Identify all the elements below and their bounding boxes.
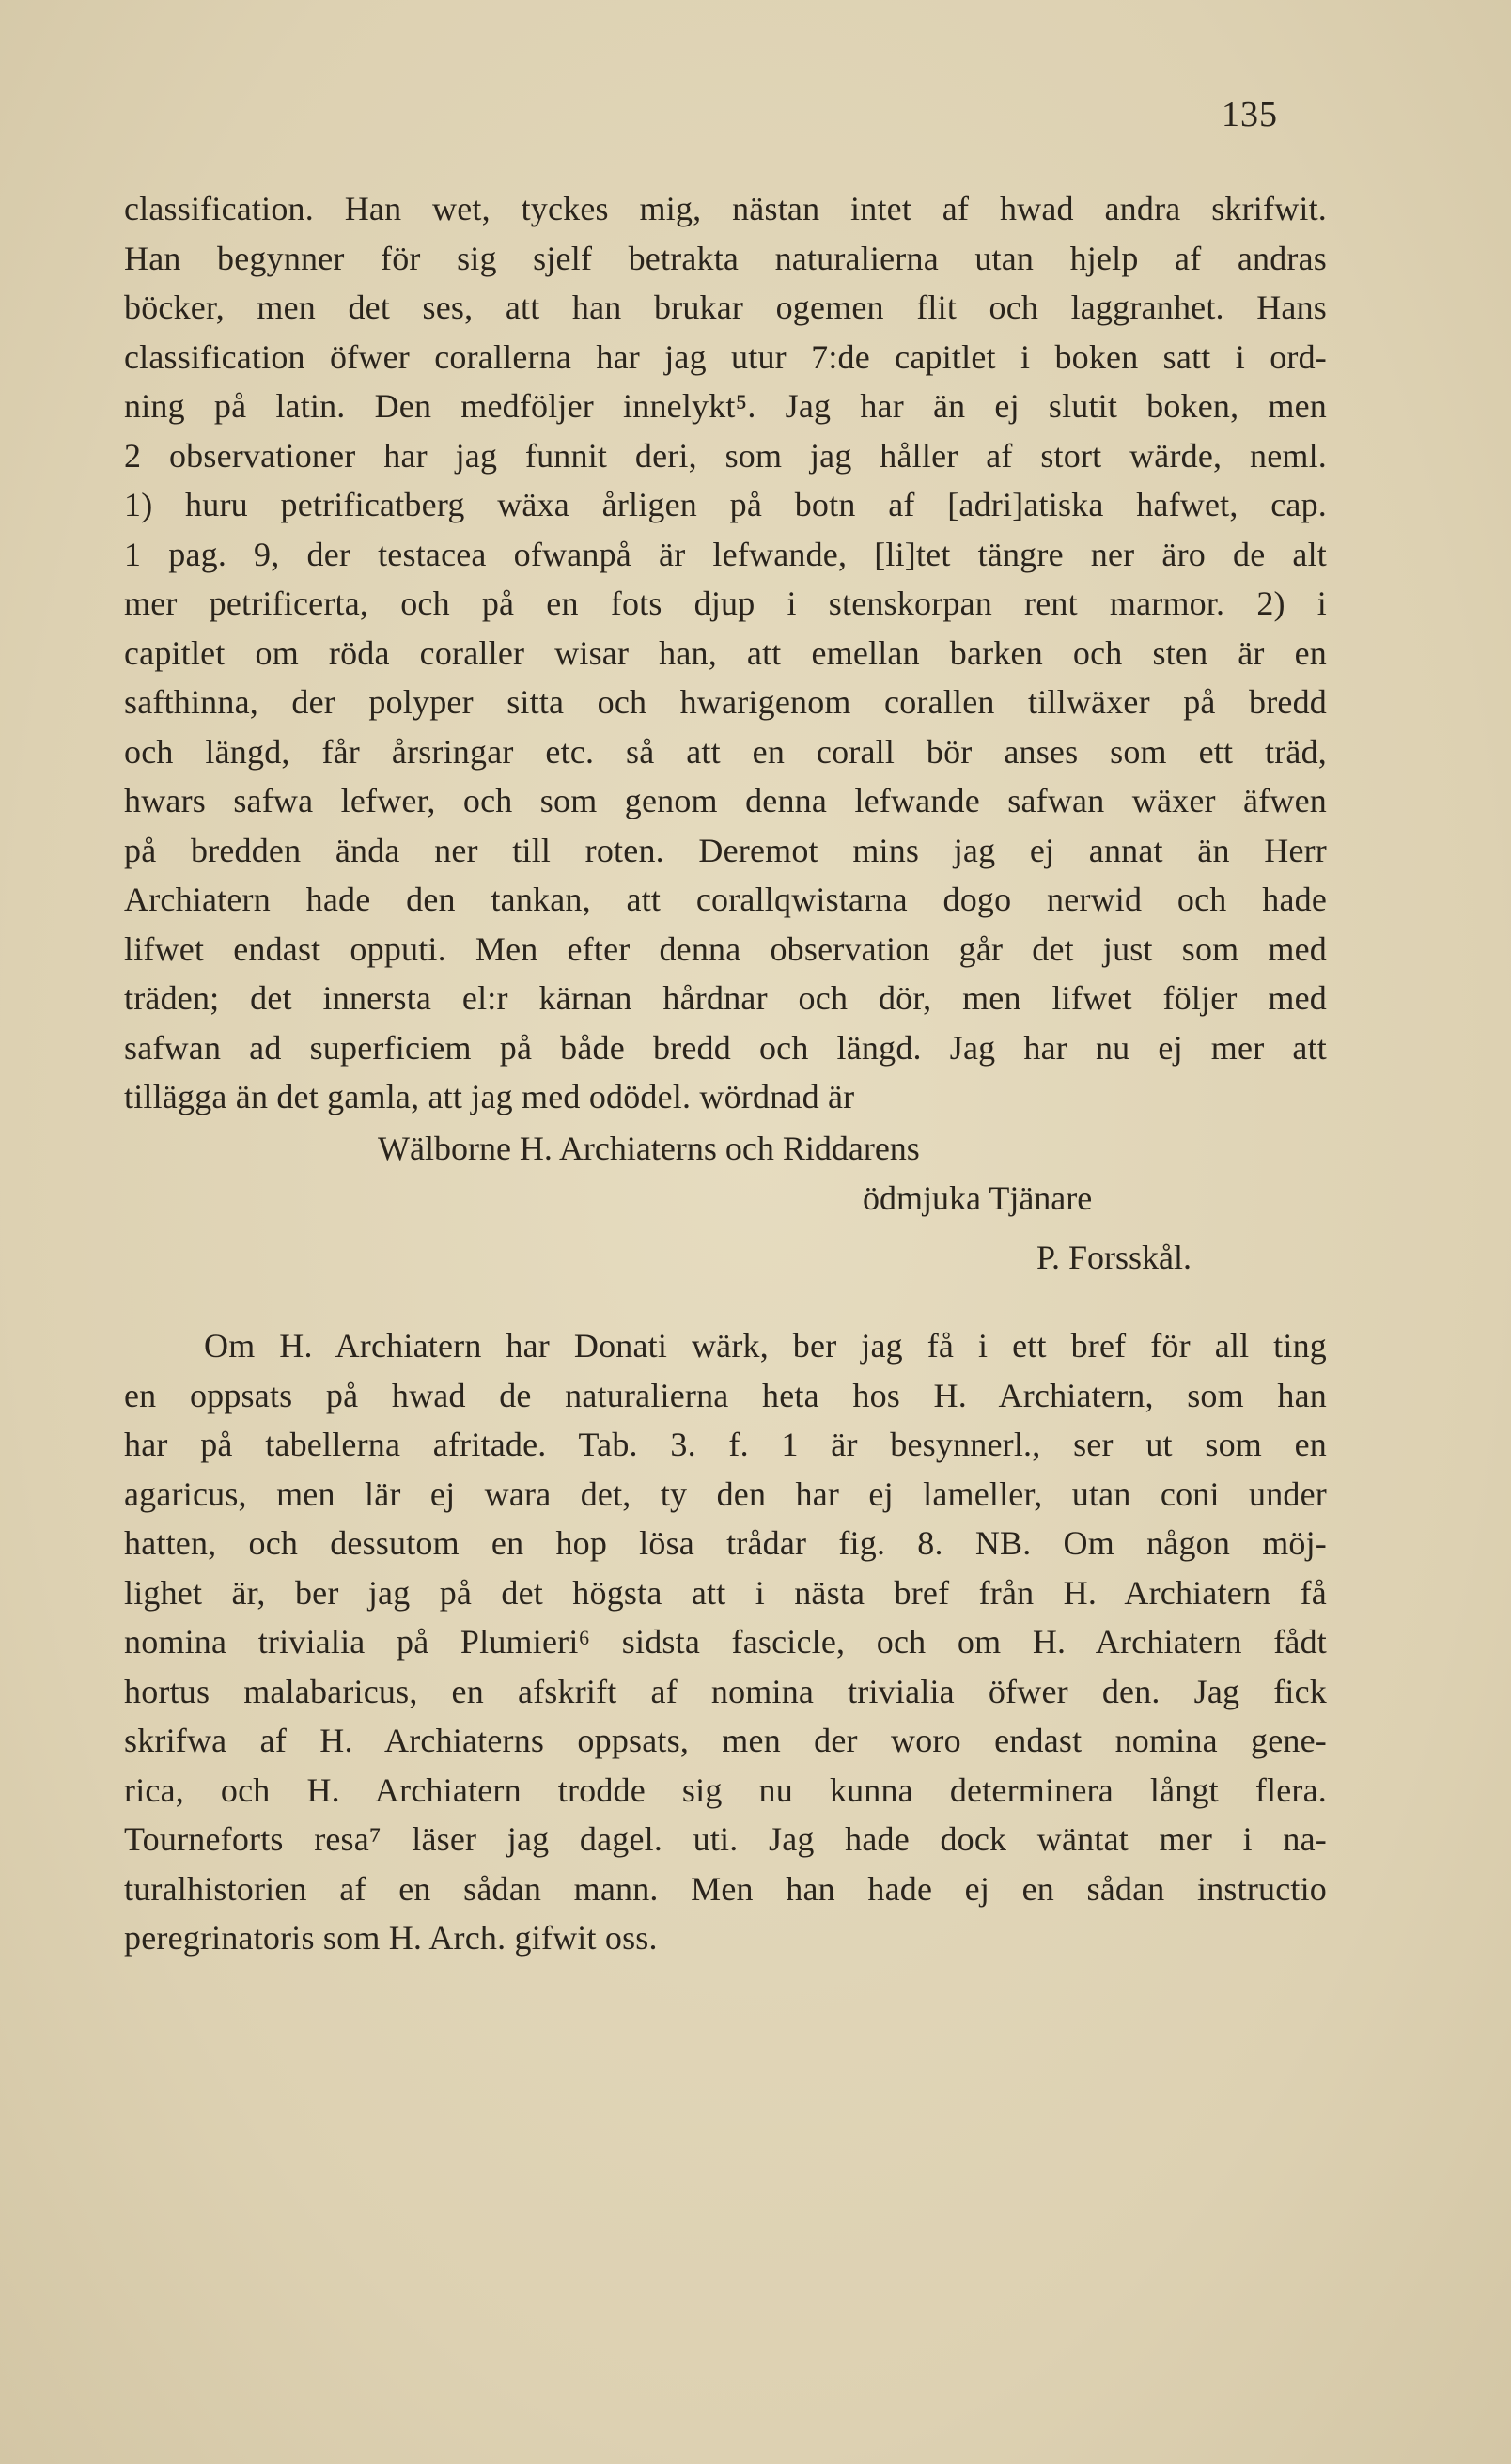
text-line: safwan ad superficiem på både bredd och längd. Jag har nu ej mer att <box>124 1028 1327 1067</box>
text-line: Tourneforts resa⁷ läser jag dagel. uti. Jag hade dock wäntat mer i na- <box>124 1820 1327 1858</box>
letter-body <box>124 184 1327 1122</box>
text-line: skrifwa af H. Archiaterns oppsats, men der woro endast nomina gene- <box>124 1722 1327 1759</box>
text-line: mer petrificerta, och på en fots djup i stenskorpan rent marmor. 2) i <box>124 585 1327 622</box>
text-line: classification öfwer corallerna har jag utur 7:de capitlet i boken satt i ord- <box>124 337 1327 376</box>
text-line: och längd, får årsringar etc. så att en corall bör anses som ett träd, <box>124 732 1327 771</box>
text-line: en oppsats på hwad de naturalierna heta hos H. Archiatern, som han <box>124 1376 1327 1414</box>
postscript-body <box>124 1321 1327 1963</box>
text-line: tillägga än det gamla, att jag med odödel. wördnad är <box>124 1078 855 1115</box>
closing-line-2: ödmjuka Tjänare <box>863 1179 1093 1217</box>
text-line: safthinna, der polyper sitta och hwarigenom corallen tillwäxer på bredd <box>124 683 1327 721</box>
text-line: hatten, och dessutom en hop lösa trådar fig. 8. NB. Om någon möj- <box>124 1524 1327 1562</box>
text-line: capitlet om röda coraller wisar han, att emellan barken och sten är en <box>124 633 1327 672</box>
text-line: Archiatern hade den tankan, att corallqwistarna dogo nerwid och hade <box>124 881 1327 918</box>
text-line: 1) huru petrificatberg wäxa årligen på botn af [adri]atiska hafwet, cap. <box>124 486 1327 523</box>
text-line: 2 observationer har jag funnit deri, som jag håller af stort wärde, neml. <box>124 436 1327 475</box>
signature: P. Forsskål. <box>1036 1239 1192 1276</box>
text-line: agaricus, men lär ej wara det, ty den har ej lameller, utan coni under <box>124 1474 1327 1513</box>
text-line: nomina trivialia på Plumieri⁶ sidsta fascicle, och om H. Archiatern fådt <box>124 1623 1327 1661</box>
text-line: hwars safwa lefwer, och som genom denna lefwande safwan wäxer äfwen <box>124 782 1327 819</box>
text-line: lifwet endast opputi. Men efter denna observation går det just som med <box>124 929 1327 968</box>
closing-line-1: Wälborne H. Archiaterns och Riddarens <box>378 1130 920 1167</box>
text-line: turalhistorien af en sådan mann. Men han hade ej en sådan instructio <box>124 1869 1327 1908</box>
text-line: lighet är, ber jag på det högsta att i nästa bref från H. Archiatern få <box>124 1573 1327 1612</box>
page-number: 135 <box>1222 95 1278 134</box>
text-line: Om H. Archiatern har Donati wärk, ber jag få i ett bref för all ting <box>204 1327 1327 1365</box>
text-line: rica, och H. Archiatern trodde sig nu kunna determinera långt flera. <box>124 1770 1327 1809</box>
text-line: har på tabellerna afritade. Tab. 3. f. 1 är besynnerl., ser ut som en <box>124 1426 1327 1463</box>
text-line: 1 pag. 9, der testacea ofwanpå är lefwande, [li]tet tängre ner äro de alt <box>124 535 1327 573</box>
text-line: på bredden ända ner till roten. Deremot mins jag ej annat än Herr <box>124 831 1327 869</box>
text-line: hortus malabaricus, en afskrift af nomina trivialia öfwer den. Jag fick <box>124 1672 1327 1710</box>
text-line: peregrinatoris som H. Arch. gifwit oss. <box>124 1919 658 1957</box>
text-line: Han begynner för sig sjelf betrakta naturalierna utan hjelp af andras <box>124 239 1327 277</box>
text-line: böcker, men det ses, att han brukar ogemen flit och laggranhet. Hans <box>124 289 1327 326</box>
text-line: ning på latin. Den medföljer innelykt⁵. Jag har än ej slutit boken, men <box>124 387 1327 425</box>
text-line: träden; det innersta el:r kärnan hårdnar och dör, men lifwet följer med <box>124 979 1327 1017</box>
text-line: classification. Han wet, tyckes mig, nästan intet af hwad andra skrifwit. <box>124 190 1327 227</box>
